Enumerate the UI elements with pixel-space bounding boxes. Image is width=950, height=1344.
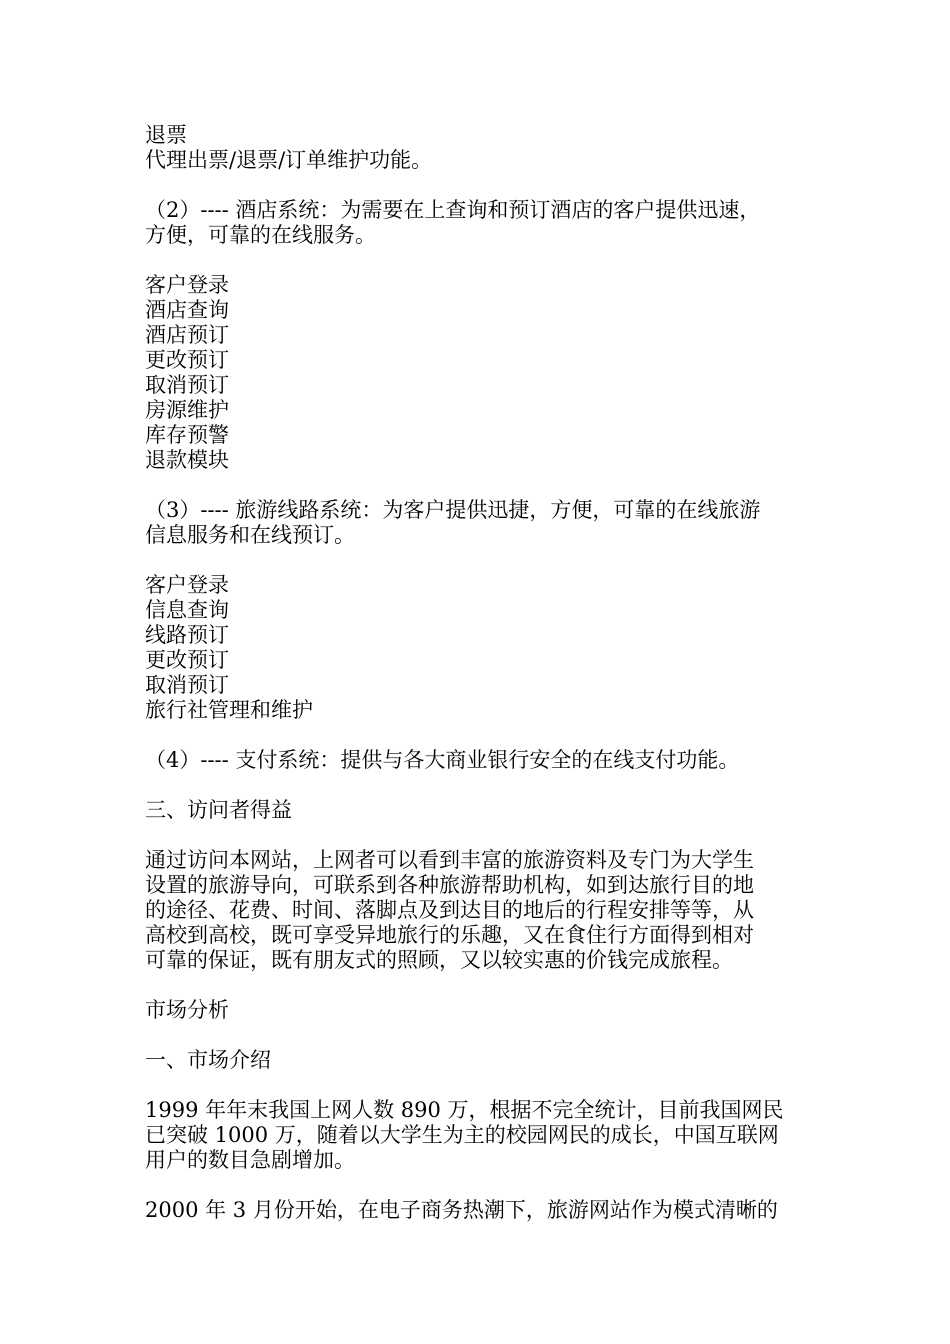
text-line: 2000 年 3 月份开始，在电子商务热潮下，旅游网站作为模式清晰的: [145, 1198, 778, 1222]
list-item: 取消预订: [145, 373, 229, 397]
section-heading-visitor-benefits: [145, 798, 810, 823]
list-item: 更改预订: [145, 348, 229, 372]
text-line: 1999 年年末我国上网人数 890 万，根据不完全统计，目前我国网民: [145, 1098, 784, 1122]
section-heading-market-analysis: [145, 998, 810, 1023]
text-line: （2）---- 酒店系统：为需要在上查询和预订酒店的客户提供迅速，: [145, 198, 761, 222]
paragraph-refund: [145, 123, 810, 173]
list-item: 房源维护: [145, 398, 229, 422]
paragraph-travel-websites: [145, 1198, 810, 1223]
list-tour-features: [145, 573, 810, 723]
text-line: 已突破 1000 万，随着以大学生为主的校园网民的成长，中国互联网: [145, 1123, 779, 1147]
list-item: 客户登录: [145, 273, 229, 297]
heading-text: 三、访问者得益: [145, 798, 292, 822]
text-line: 用户的数目急剧增加。: [145, 1148, 355, 1172]
text-line: 代理出票/退票/订单维护功能。: [145, 148, 433, 172]
list-item: 酒店查询: [145, 298, 229, 322]
text-line: 设置的旅游导向，可联系到各种旅游帮助机构，如到达旅行目的地: [145, 873, 754, 897]
list-item: 信息查询: [145, 598, 229, 622]
text-line: 的途径、花费、时间、落脚点及到达目的地后的行程安排等等，从: [145, 898, 754, 922]
document-body: [145, 123, 810, 1248]
section-heading-market-intro: [145, 1048, 810, 1073]
paragraph-internet-users: [145, 1098, 810, 1173]
text-line: （4）---- 支付系统：提供与各大商业银行安全的在线支付功能。: [145, 748, 740, 772]
paragraph-hotel-system: [145, 198, 810, 248]
text-line: （3）---- 旅游线路系统：为客户提供迅捷，方便，可靠的在线旅游: [145, 498, 761, 522]
paragraph-payment-system: [145, 748, 810, 773]
list-item: 线路预订: [145, 623, 229, 647]
text-line: 高校到高校，既可享受异地旅行的乐趣，又在食住行方面得到相对: [145, 923, 754, 947]
list-item: 退款模块: [145, 448, 229, 472]
text-line: 方便，可靠的在线服务。: [145, 223, 376, 247]
paragraph-tour-route-system: [145, 498, 810, 548]
list-item: 酒店预订: [145, 323, 229, 347]
heading-text: 一、市场介绍: [145, 1048, 271, 1072]
text-line: 信息服务和在线预订。: [145, 523, 355, 547]
paragraph-visitor-benefits: [145, 848, 810, 973]
text-line: 退票: [145, 123, 187, 147]
text-line: 可靠的保证，既有朋友式的照顾，又以较实惠的价钱完成旅程。: [145, 948, 733, 972]
list-item: 库存预警: [145, 423, 229, 447]
list-item: 取消预订: [145, 673, 229, 697]
text-line: 通过访问本网站，上网者可以看到丰富的旅游资料及专门为大学生: [145, 848, 754, 872]
list-item: 更改预订: [145, 648, 229, 672]
list-item: 旅行社管理和维护: [145, 698, 313, 722]
list-hotel-features: [145, 273, 810, 473]
list-item: 客户登录: [145, 573, 229, 597]
heading-text: 市场分析: [145, 998, 229, 1022]
